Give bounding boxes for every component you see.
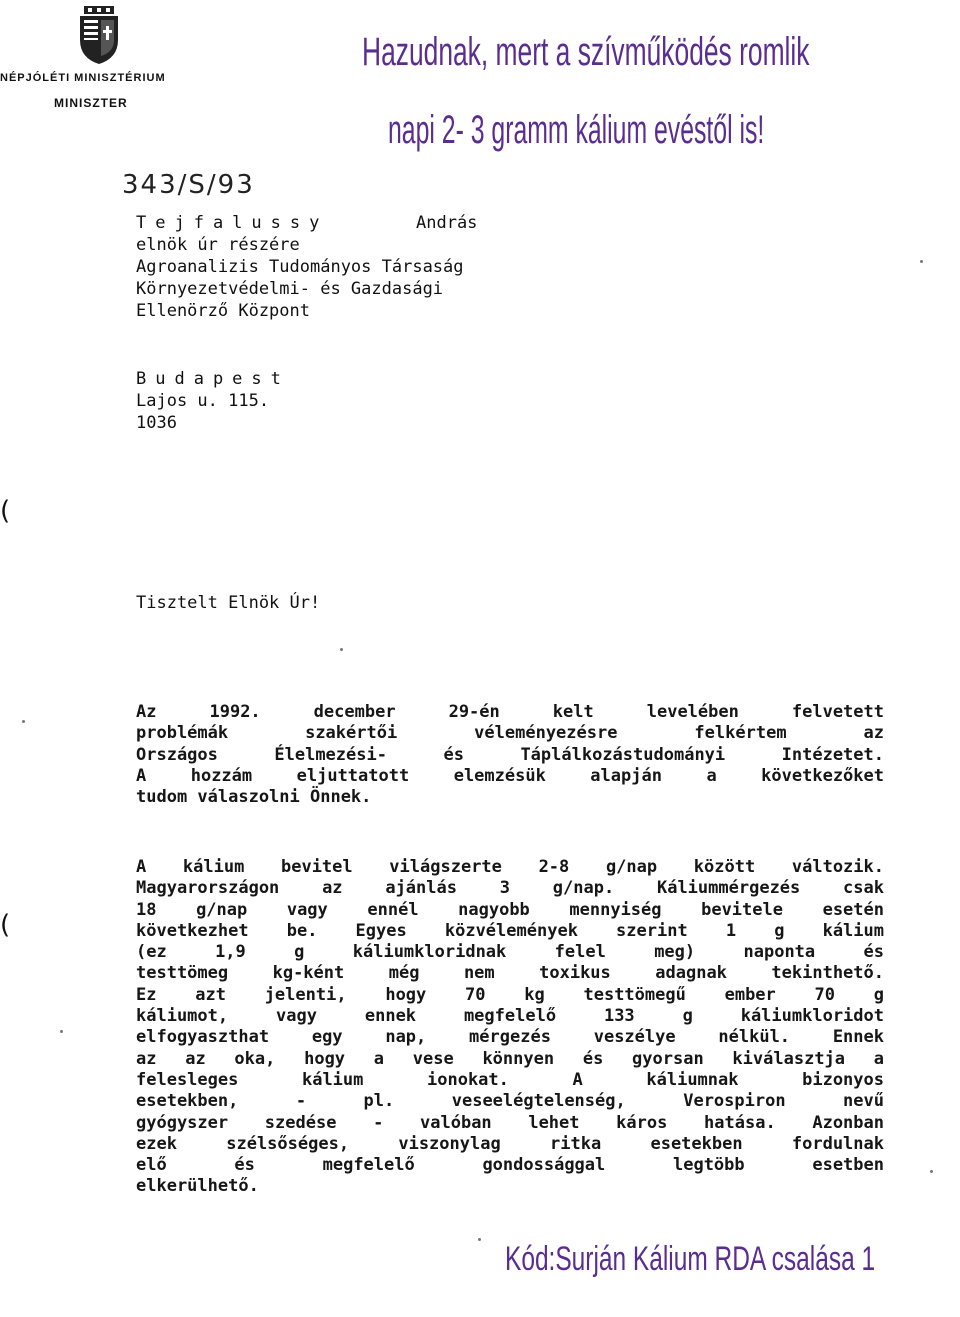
- punch-hole-mark: (: [0, 496, 11, 526]
- text-line: elfogyaszthat egy nap, mérgezés veszélye nélkül. Ennek: [136, 1027, 884, 1048]
- scan-speck: [340, 648, 343, 651]
- minister-title: MINISZTER: [54, 96, 128, 110]
- text-line: A hozzám eljuttatott elemzésük alapján a következőket: [136, 765, 884, 786]
- text-line: ezek szélsőséges, viszonylag ritka esetekben fordulnak: [136, 1133, 884, 1154]
- overlay-headline-2: napi 2- 3 gramm kálium evéstől is!: [388, 108, 765, 152]
- scan-speck: [22, 720, 25, 723]
- paragraph-1: [136, 702, 884, 808]
- recipient-postcode: 1036: [136, 413, 177, 433]
- recipient-street: Lajos u. 115.: [136, 391, 270, 411]
- ministry-name: NÉPJÓLÉTI MINISZTÉRIUM: [0, 72, 166, 84]
- text-line: Ez azt jelenti, hogy 70 kg testtömegű ember 70 g: [136, 984, 884, 1005]
- punch-hole-mark: (: [0, 910, 11, 940]
- text-line: Magyarországon az ajánlás 3 g/nap. Káliummérgezés csak: [136, 878, 884, 899]
- recipient-line: Környezetvédelmi- és Gazdasági: [136, 279, 444, 299]
- scan-speck: [478, 1238, 481, 1241]
- salutation: Tisztelt Elnök Úr!: [136, 593, 321, 613]
- overlay-footer-code: Kód:Surján Kálium RDA csalása 1: [505, 1240, 876, 1278]
- text-line: testtömeg kg-ként még nem toxikus adagnak tekinthető.: [136, 963, 884, 984]
- text-line: elő és megfelelő gondossággal legtöbb esetben: [136, 1155, 884, 1176]
- text-line: 18 g/nap vagy ennél nagyobb mennyiség bevitele esetén: [136, 899, 884, 920]
- text-line: esetekben, - pl. veseelégtelenség, Verospiron nevű: [136, 1091, 884, 1112]
- text-line: (ez 1,9 g káliumkloridnak felel meg) naponta és: [136, 942, 884, 963]
- recipient-first-name: András: [416, 213, 478, 233]
- recipient-line: elnök úr részére: [136, 235, 300, 255]
- text-line: gyógyszer szedése - valóban lehet káros hatása. Azonban: [136, 1112, 884, 1133]
- text-line: A kálium bevitel világszerte 2-8 g/nap között változik.: [136, 857, 884, 877]
- scan-speck: [920, 260, 923, 263]
- paragraph-2: [136, 857, 884, 1198]
- text-line: Országos Élelmezési- és Táplálkozástudományi Intézetet.: [136, 744, 884, 765]
- text-line: következhet be. Egyes közvélemények szerint 1 g kálium: [136, 920, 884, 941]
- recipient-surname: Tejfalussy: [136, 213, 329, 233]
- text-line: tudom válaszolni Önnek.: [136, 787, 372, 808]
- text-line: elkerülhető.: [136, 1176, 259, 1197]
- text-line: az az oka, hogy a vese könnyen és gyorsan kiválasztja a: [136, 1048, 884, 1069]
- recipient-line: Ellenörző Központ: [136, 301, 310, 321]
- recipient-line: Agroanalizis Tudományos Társaság: [136, 257, 464, 277]
- scan-speck: [60, 1030, 63, 1033]
- reference-number: 343/S/93: [122, 170, 255, 200]
- text-line: felesleges kálium ionokat. A káliumnak bizonyos: [136, 1069, 884, 1090]
- recipient-city: Budapest: [136, 369, 290, 389]
- text-line: Az 1992. december 29-én kelt levelében felvetett: [136, 702, 884, 722]
- coat-of-arms-icon: [76, 6, 122, 64]
- scan-speck: [930, 1170, 933, 1173]
- text-line: problémák szakértői véleményezésre felkértem az: [136, 723, 884, 744]
- overlay-headline-1: Hazudnak, mert a szívműködés romlik: [362, 30, 810, 74]
- text-line: káliumot, vagy ennek megfelelő 133 g káliumkloridot: [136, 1006, 884, 1027]
